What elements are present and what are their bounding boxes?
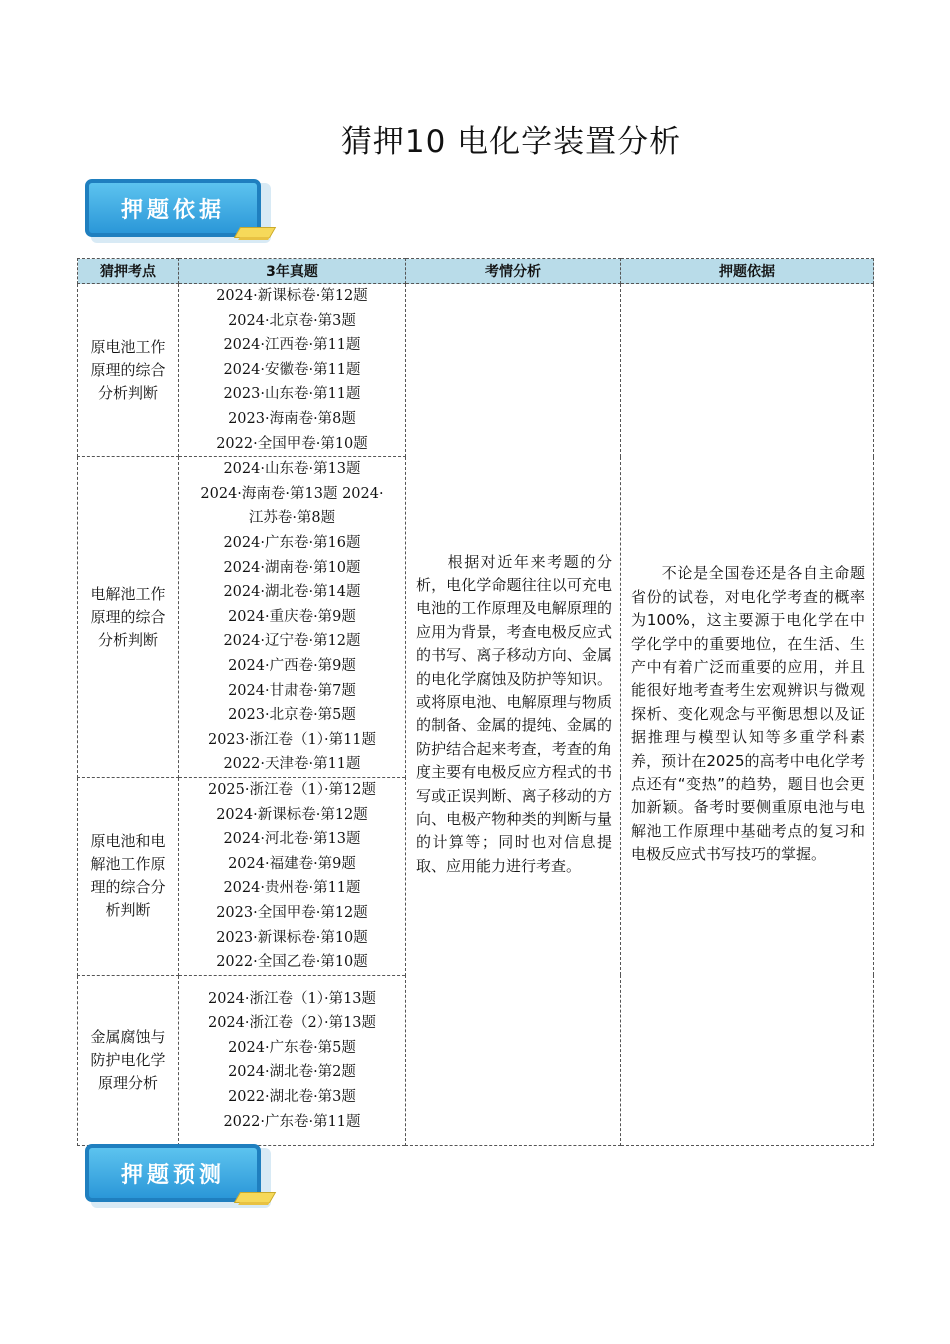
paper-item: 2024·广东卷·第5题 xyxy=(228,1039,356,1056)
paper-item: 2024·广西卷·第9题 xyxy=(228,657,356,674)
paper-item: 2023·全国甲卷·第12题 xyxy=(216,904,368,921)
papers-cell xyxy=(179,777,406,975)
header-topic: 猜押考点 xyxy=(78,259,179,284)
paper-item: 2024·北京卷·第3题 xyxy=(228,312,356,329)
paper-item: 2023·新课标卷·第10题 xyxy=(216,929,368,946)
paper-item: 2024·浙江卷（2）·第13题 xyxy=(207,1015,377,1032)
paper-item: 2023·海南卷·第8题 xyxy=(228,410,356,427)
topic-cell: 原电池工作原理的综合分析判断 xyxy=(78,284,179,457)
header-papers: 3年真题 xyxy=(179,259,406,284)
section-banner-prediction xyxy=(85,1144,271,1212)
paper-item: 2022·全国甲卷·第10题 xyxy=(216,435,368,452)
analysis-cell xyxy=(406,284,621,1146)
paper-item: 2024·新课标卷·第12题 xyxy=(216,288,368,304)
paper-item: 2025·浙江卷（1）·第12题 xyxy=(207,782,377,798)
papers-cell xyxy=(179,975,406,1145)
paper-item: 2024·湖北卷·第14题 xyxy=(223,584,361,601)
header-basis: 押题依据 xyxy=(621,259,874,284)
exam-analysis-table xyxy=(77,258,874,1146)
paper-item: 2022·湖北卷·第3题 xyxy=(228,1088,356,1105)
paper-item: 2024·海南卷·第13题 2024· xyxy=(200,485,384,502)
section-banner-basis xyxy=(85,179,271,247)
analysis-text: 根据对近年来考题的分析，电化学命题往往以可充电电池的工作原理及电解原理的应用为背景，考查电极反应式的书写、离子移动方向、金属的电化学腐蚀及防护等知识。或将原电池、电解原理与物质的制备、金属的提纯、金属的防护结合起来考查，考查的角度主要有电极反应方程式的书写或正误判断、离子移动的方向、电极产物种类的判断与量的计算等；同时也对信息提取、应用能力进行考查。 xyxy=(416,552,612,875)
paper-item: 2024·浙江卷（1）·第13题 xyxy=(207,990,377,1007)
paper-item: 2023·浙江卷（1）·第11题 xyxy=(207,731,377,748)
page-title: 猜押10 电化学装置分析 xyxy=(340,124,682,160)
paper-item: 2024·福建卷·第9题 xyxy=(228,855,356,872)
papers-cell xyxy=(179,457,406,778)
paper-item: 2022·全国乙卷·第10题 xyxy=(216,954,368,971)
topic-cell: 金属腐蚀与防护电化学原理分析 xyxy=(78,975,179,1145)
paper-item: 2024·辽宁卷·第12题 xyxy=(223,633,361,650)
paper-item: 2024·贵州卷·第11题 xyxy=(223,880,361,897)
paper-item: 2024·湖北卷·第2题 xyxy=(228,1064,356,1081)
paper-item: 2024·江西卷·第11题 xyxy=(223,337,361,354)
paper-item: 2024·安徽卷·第11题 xyxy=(223,361,361,378)
paper-item: 2024·山东卷·第13题 xyxy=(223,461,361,478)
paper-item: 2024·河北卷·第13题 xyxy=(223,831,361,848)
paper-item: 2024·广东卷·第16题 xyxy=(223,534,361,551)
paper-item: 2024·新课标卷·第12题 xyxy=(216,806,368,823)
table-row xyxy=(78,284,874,457)
paper-item: 2022·天津卷·第11题 xyxy=(223,756,361,773)
section-banner-label: 押题预测 xyxy=(120,1163,225,1188)
paper-item: 江苏卷·第8题 xyxy=(248,510,336,527)
table-header-row xyxy=(78,259,874,284)
topic-cell: 原电池和电解池工作原理的综合分析判断 xyxy=(78,777,179,975)
header-analysis: 考情分析 xyxy=(406,259,621,284)
section-banner-label: 押题依据 xyxy=(120,198,225,223)
paper-item: 2024·重庆卷·第9题 xyxy=(228,608,356,625)
papers-cell xyxy=(179,284,406,457)
paper-item: 2023·北京卷·第5题 xyxy=(228,707,356,724)
paper-item: 2024·甘肃卷·第7题 xyxy=(228,682,356,699)
paper-item: 2023·山东卷·第11题 xyxy=(223,386,361,403)
basis-cell xyxy=(621,284,874,1146)
paper-item: 2022·广东卷·第11题 xyxy=(223,1113,361,1130)
basis-text: 不论是全国卷还是各自主命题省份的试卷，对电化学考查的概率为100%，这主要源于电化学在中学化学中的重要地位，在生活、生产中有着广泛而重要的应用，并且能很好地考查考生宏观辨识与微观探析、变化观念与平衡思想以及证据推理与模型认知等多重学科素养，预计在2025的高考中电化学考点还有“变热”的趋势，题目也会更加新颖。备考时要侧重原电池与电解池工作原理中基础考点的复习和电极反应式书写技巧的掌握。 xyxy=(631,564,865,864)
topic-cell: 电解池工作原理的综合分析判断 xyxy=(78,457,179,778)
paper-item: 2024·湖南卷·第10题 xyxy=(223,559,361,576)
